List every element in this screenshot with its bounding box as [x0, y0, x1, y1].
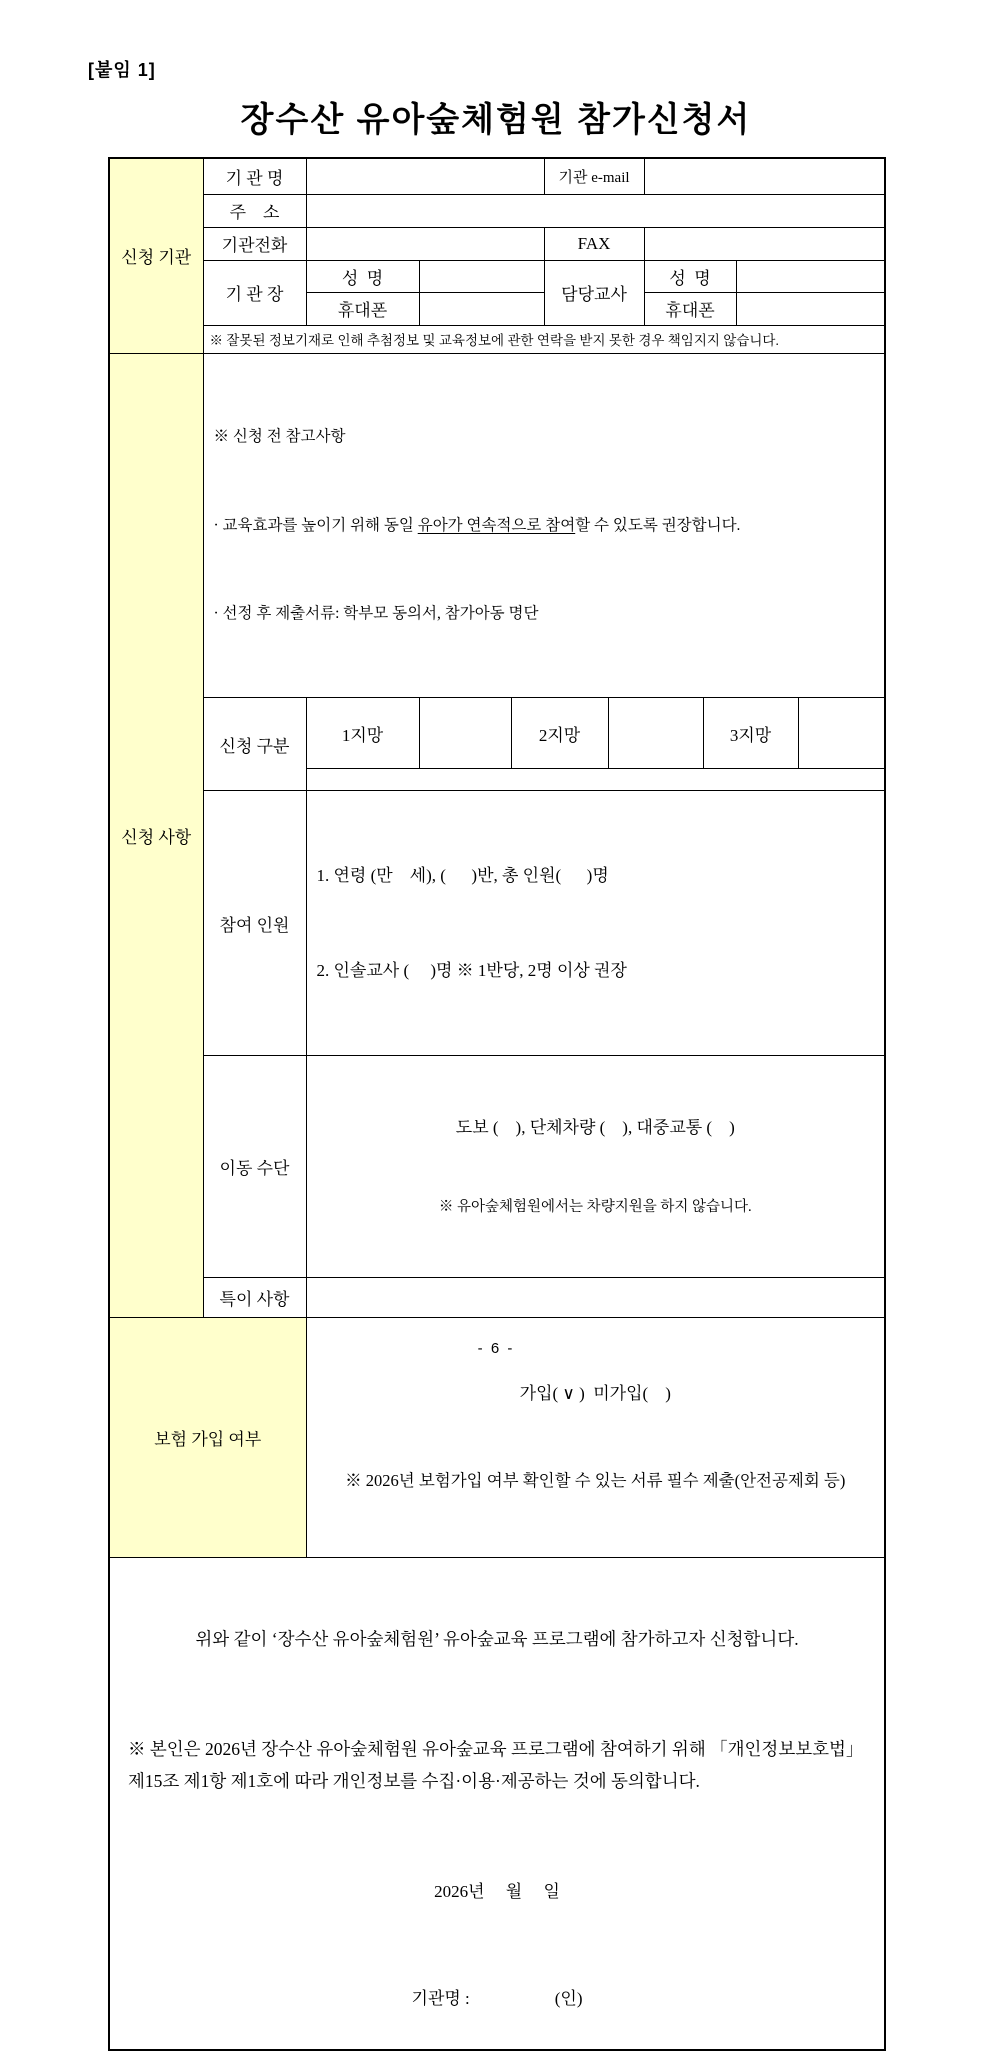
page-number: - 6 - — [477, 1340, 515, 1357]
org-phone-input-cell — [306, 227, 544, 260]
director-mobile-label: 휴대폰 — [306, 292, 419, 325]
choice3-label: 3지망 — [703, 698, 798, 769]
org-name-label: 기 관 명 — [203, 158, 306, 194]
participants-cell — [306, 791, 885, 1056]
teacher-name-label: 성 명 — [644, 260, 736, 292]
transport-cell — [306, 1055, 885, 1278]
choice1-input-cell — [419, 698, 511, 769]
insurance-label: 보험 가입 여부 — [109, 1318, 306, 1557]
transport-options: 도보 ( ), 단체차량 ( ), 대중교통 ( ) — [455, 1118, 735, 1138]
section-label-applicant-org: 신청 기관 — [109, 158, 203, 353]
teacher-name-input-cell — [736, 260, 885, 292]
insurance-checked-line: 가입( ∨ ) 미가입( ) — [519, 1384, 671, 1404]
teacher-mobile-input-cell — [736, 292, 885, 325]
teacher-mobile-label: 휴대폰 — [644, 292, 736, 325]
transport-notice: ※ 유아숲체험원에서는 차량지원을 하지 않습니다. — [438, 1198, 752, 1215]
attachment-label: [붙임 1] — [88, 60, 156, 80]
fax-input-cell — [644, 227, 885, 260]
director-label: 기 관 장 — [203, 260, 306, 325]
director-mobile-input-cell — [419, 292, 544, 325]
participants-line-teachers: 2. 인솔교사 ( )명 ※ 1반당, 2명 이상 권장 — [316, 960, 627, 980]
address-label: 주 소 — [203, 194, 306, 227]
page-title: 장수산 유아숲체험원 참가신청서 — [240, 101, 752, 139]
special-notes-label: 특이 사항 — [203, 1278, 306, 1318]
signature-block — [109, 1557, 885, 2050]
date-line: 2026년 월 일 — [434, 1882, 560, 1902]
choice1-label: 1지망 — [306, 698, 419, 769]
transport-label: 이동 수단 — [203, 1055, 306, 1278]
category-label: 신청 구분 — [203, 698, 306, 791]
special-notes-input-cell — [306, 1278, 885, 1318]
choice2-label: 2지망 — [511, 698, 608, 769]
fax-label: FAX — [544, 227, 644, 260]
pre-application-notes — [203, 353, 885, 698]
org-email-label: 기관 e-mail — [544, 158, 644, 194]
signature-line: 기관명 : (인) — [411, 1989, 583, 2009]
privacy-consent-statement: ※ 본인은 2026년 장수산 유아숲체험원 유아숲교육 프로그램에 참여하기 위해 「개인정보보호법」제15조 제1항 제1호에 따라 개인정보를 수집·이용·제공하는 것에 동의합니다. — [128, 1738, 864, 1791]
org-name-input-cell — [306, 158, 544, 194]
participants-line-age: 1. 연령 (만 세), ( )반, 총 인원( )명 — [316, 866, 609, 886]
notes-title: ※ 신청 전 참고사항 — [213, 428, 346, 446]
category-extra-row — [306, 769, 885, 791]
choice3-input-cell — [798, 698, 885, 769]
section-label-application-details: 신청 사항 — [109, 353, 203, 1318]
director-name-label: 성 명 — [306, 260, 419, 292]
address-input-cell — [306, 194, 885, 227]
org-phone-label: 기관전화 — [203, 227, 306, 260]
insurance-notice: ※ 2026년 보험가입 여부 확인할 수 있는 서류 필수 제출(안전공제회 등) — [345, 1470, 846, 1490]
org-section-notice: ※ 잘못된 정보기재로 인해 추첨정보 및 교육정보에 관한 연락을 받지 못한 경우 책임지지 않습니다. — [203, 325, 885, 353]
director-name-input-cell — [419, 260, 544, 292]
application-form-table — [108, 157, 886, 2051]
application-statement: 위와 같이 ‘장수산 유아숲체험원’ 유아숲교육 프로그램에 참가하고자 신청합니다. — [195, 1628, 799, 1649]
choice2-input-cell — [608, 698, 703, 769]
notes-item-continuity: · 교육효과를 높이기 위해 동일 유아가 연속적으로 참여할 수 있도록 권장합니다. — [213, 516, 741, 534]
teacher-label: 담당교사 — [544, 260, 644, 325]
org-email-input-cell — [644, 158, 885, 194]
participants-label: 참여 인원 — [203, 791, 306, 1056]
notes-item-documents: · 선정 후 제출서류: 학부모 동의서, 참가아동 명단 — [213, 605, 539, 622]
